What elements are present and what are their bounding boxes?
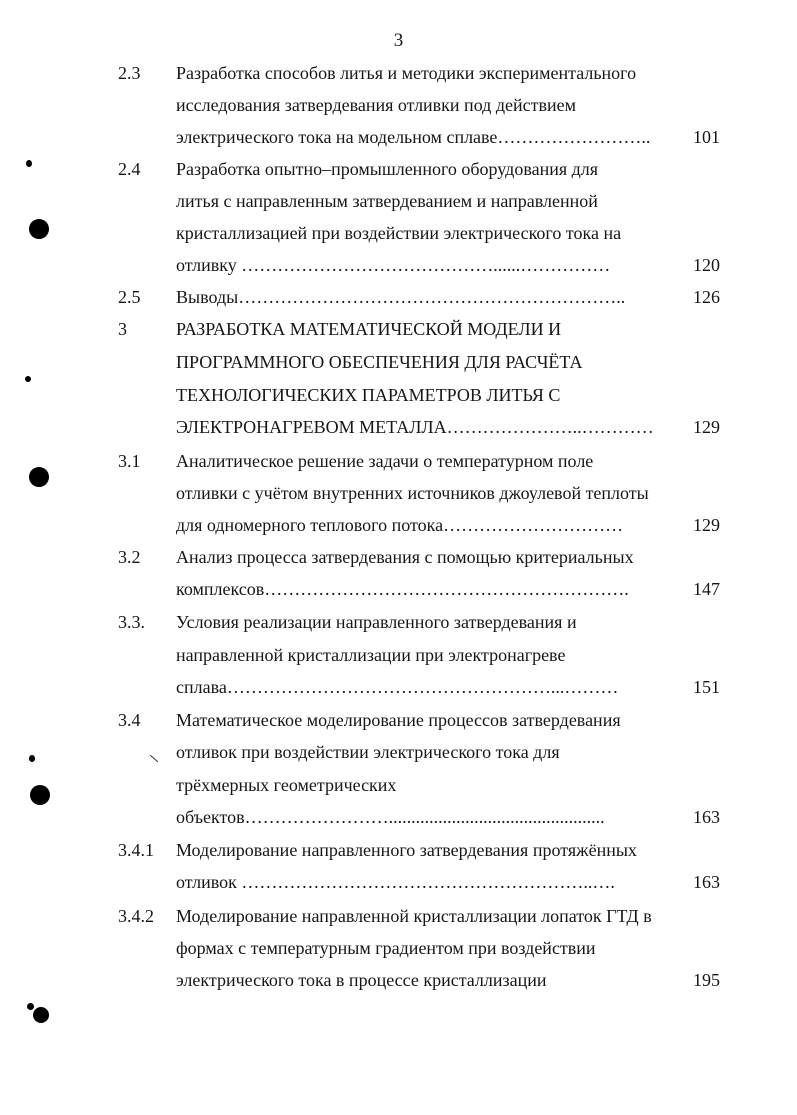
toc-entry-text-line: отливок …………………………………………………..…. xyxy=(176,872,615,892)
toc-entry-text-line: Математическое моделирование процессов затвердевания xyxy=(176,710,621,730)
toc-entry-text-line: объектов……………………................................................ xyxy=(176,807,605,827)
page-number: 3 xyxy=(393,30,404,51)
toc-entry-number: 3.4.1 xyxy=(118,840,154,860)
toc-entry-page: 151 xyxy=(693,677,720,697)
toc-entry-page: 195 xyxy=(693,970,720,990)
toc-entry-text-line: Моделирование направленной кристаллизации лопаток ГТД в xyxy=(176,906,652,926)
toc-entry-page: 163 xyxy=(693,872,720,892)
toc-entry-number: 2.4 xyxy=(118,159,141,179)
toc-entry-page: 147 xyxy=(693,579,720,599)
binder-hole-mark xyxy=(30,785,50,805)
scan-speck xyxy=(26,160,32,167)
scan-speck xyxy=(25,376,31,382)
scan-stray-mark xyxy=(150,755,158,762)
toc-entry-text-line: Моделирование направленного затвердевания протяжённых xyxy=(176,840,637,860)
toc-entry-page: 126 xyxy=(693,287,720,307)
toc-entry-text-line: отливок при воздействии электрического тока для xyxy=(176,742,560,762)
toc-entry-text-line: отливку ……………………………………......…………… xyxy=(176,255,611,275)
toc-entry-number: 3.1 xyxy=(118,451,141,471)
toc-entry-text-line: Разработка опытно–промышленного оборудования для xyxy=(176,159,599,179)
toc-entry-text-line: электрического тока в процессе кристаллизации xyxy=(176,970,547,990)
toc-entry-text-line: сплава………………………………………………...……… xyxy=(176,677,619,697)
binder-hole-mark xyxy=(29,467,49,487)
toc-entry-text-line: комплексов……………………………………………………. xyxy=(176,579,629,599)
toc-entry-text-line: литья с направленным затвердеванием и направленной xyxy=(176,191,598,211)
toc-entry-text-line: ПРОГРАММНОГО ОБЕСПЕЧЕНИЯ ДЛЯ РАСЧЁТА xyxy=(176,352,583,372)
toc-entry-text-line: трёхмерных геометрических xyxy=(176,775,397,795)
toc-entry-number: 2.3 xyxy=(118,63,141,83)
toc-entry-number: 3.4.2 xyxy=(118,906,154,926)
scan-speck xyxy=(27,1003,34,1010)
binder-hole-mark xyxy=(33,1007,49,1023)
toc-entry-text-line: электрического тока на модельном сплаве…………………….. xyxy=(176,127,651,147)
toc-entry-text-line: Анализ процесса затвердевания с помощью критериальных xyxy=(176,547,634,567)
toc-entry-page: 129 xyxy=(693,515,720,535)
toc-entry-text-line: Аналитическое решение задачи о температурном поле xyxy=(176,451,594,471)
toc-entry-page: 163 xyxy=(693,807,720,827)
toc-entry-page: 129 xyxy=(693,417,720,437)
toc-entry-text-line: отливки с учётом внутренних источников джоулевой теплоты xyxy=(176,483,649,503)
toc-entry-text-line: направленной кристаллизации при электронагреве xyxy=(176,645,566,665)
toc-entry-text-line: РАЗРАБОТКА МАТЕМАТИЧЕСКОЙ МОДЕЛИ И xyxy=(176,319,562,339)
toc-entry-text-line: Условия реализации направленного затвердевания и xyxy=(176,612,577,632)
toc-entry-number: 3.2 xyxy=(118,547,141,567)
toc-entry-text-line: формах с температурным градиентом при воздействии xyxy=(176,938,596,958)
toc-entry-text-line: Разработка способов литья и методики экспериментального xyxy=(176,63,637,83)
toc-entry-text-line: для одномерного теплового потока………………………… xyxy=(176,515,624,535)
toc-entry-page: 120 xyxy=(693,255,720,275)
toc-entry-number: 3.3. xyxy=(118,612,145,632)
scan-speck xyxy=(29,755,35,762)
toc-entry-number: 3 xyxy=(118,319,127,339)
toc-entry-text-line: кристаллизацией при воздействии электрического тока на xyxy=(176,223,622,243)
toc-entry-text-line: исследования затвердевания отливки под действием xyxy=(176,95,576,115)
toc-entry-page: 101 xyxy=(693,127,720,147)
binder-hole-mark xyxy=(29,219,49,239)
toc-entry-number: 3.4 xyxy=(118,710,141,730)
toc-entry-number: 2.5 xyxy=(118,287,141,307)
toc-entry-text-line: ТЕХНОЛОГИЧЕСКИХ ПАРАМЕТРОВ ЛИТЬЯ С xyxy=(176,385,561,405)
toc-entry-text-line: Выводы……………………………………………………….. xyxy=(176,287,626,307)
toc-entry-text-line: ЭЛЕКТРОНАГРЕВОМ МЕТАЛЛА…………………..………… xyxy=(176,417,654,437)
